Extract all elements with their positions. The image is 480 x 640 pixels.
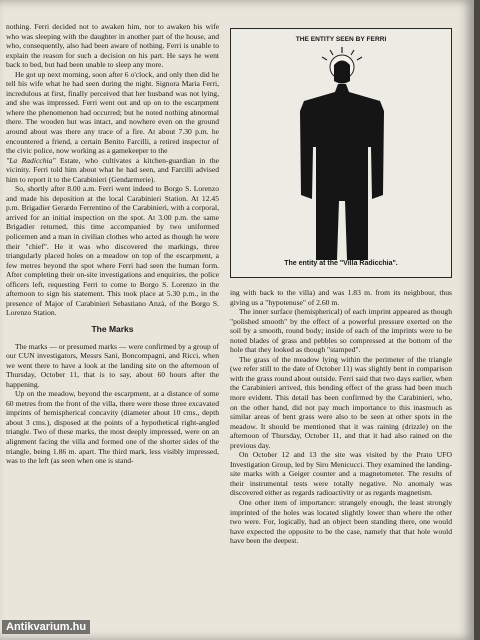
entity-head	[334, 61, 350, 84]
figure-title: THE ENTITY SEEN BY FERRI	[295, 36, 387, 43]
entity-figure	[230, 28, 452, 278]
paragraph: The grass of the meadow lying within the perimeter of the triangle (we refer still to the date of October 11) was slightly bent in comparison with the grass round about outside. Ferri said that two days earlier, when the Carabinieri arrived, this bending effect of the grass had been much more evident. This detail has been confirmed by the Carabinieri, who, on the other hand, did not pay much importance to this inasmuch as similar areas of bent grass were also to be seen at other spots in the meadow. It should be mentioned that it was raining (drizzle) on the afternoon of Thursday, October 11, and that it had also rained on the previous day.	[230, 354, 452, 450]
figure-caption: The entity at the "Villa Radicchia".	[284, 260, 398, 267]
paragraph: On October 12 and 13 the site was visited by the Prato UFO Investigation Group, led by Siro Menicucci. They examined the landing-site marks with a Geiger counter and a magnetometer. The results of their instrumental tests were totally negative. No anomaly was discovered either as regards radioactivity or as regards magnetism.	[230, 450, 452, 498]
paragraph: He got up next morning, soon after 6 o'clock, and only then did he tell his wife what he had seen during the night. Signora Maria Ferri, incredulous at first, finally perceived that her husband was not lying, and she was impressed. Ferri went out and up on to the escarpment where the phenomenon had occurred; but he noted nothing abnormal there. The wooden hut was intact, and nowhere even on the ground around about was there any trace of a fire. At about 7.30 p.m. he encountered a friend, a certain Benito Farcilli, a retired inspector of the civic police, now working as a gamekeeper to the	[6, 69, 219, 156]
paragraph: The inner surface (hemispherical) of each imprint appeared as though "polished smooth" by the effect of a powerful pressure exerted on the soil by a smooth, round body; inside of each of the imprints were to be noted blades of grass and pebbles so compressed at the bottom of the hole that they looked as though "stamped".	[230, 307, 452, 355]
right-text-column	[230, 288, 452, 546]
paragraph: ing with back to the villa) and was 1.83 m. from its neighbour, thus giving us a "hypotenuse" of 2.60 m.	[230, 288, 452, 307]
watermark: Antikvarium.hu	[2, 620, 90, 634]
paragraph-text: Estate, who cultivates a kitchen-guardian in the vicinity. Ferri told him about what he had seen, and Farcilli advised him to report it to the Carabinieri (Gendarmerie).	[6, 155, 220, 184]
entity-silhouette-illustration	[231, 29, 453, 279]
entity-body	[300, 84, 384, 260]
paragraph: The marks — or presumed marks — were confirmed by a group of our CUN investigators, Messrs Sani, Boncompagni, and Ricci, when we went there to have a look at the landing site on the afternoon of Thursday, October 11, that is to say, about 60 hours after the happening.	[6, 341, 219, 389]
section-heading: The Marks	[91, 323, 134, 334]
paragraph-continued	[6, 156, 219, 185]
estate-name: "La Radicchia"	[6, 155, 56, 165]
paragraph: One other item of importance: strangely enough, the least strongly imprinted of the holes was located slightly lower than where the other two were. For, logically, had an object been standing there, one would have expected the opposite to be the case, namely that that hole would have been the deepest.	[230, 498, 452, 546]
paragraph: Up on the meadow, beyond the escarpment, at a distance of some 60 metres from the front of the villa, there were those three excavated imprints of hemispherical concavity (diameter about 10 cms., depth about 3 cms.), disposed at the points of a hypothetical right-angled triangle. Two of these marks, the most deeply impressed, were on an alignment facing the villa and formed one of the shorter sides of the triangle, being 1.86 m. apart. The third mark, less visibly impressed, was to the left (as seen when one is stand-	[6, 389, 219, 466]
paragraph: nothing. Ferri decided not to awaken him, nor to awaken his wife who was sleeping with the daughter in another part of the house, and who, consequently, also had been aware of nothing. Ferri is unable to explain the reason for such a decision on his part. He says he went back to bed, but had been unable to sleep any more.	[6, 22, 219, 70]
left-text-column	[6, 22, 219, 466]
paragraph: So, shortly after 8.00 a.m. Ferri went indeed to Borgo S. Lorenzo and made his deposition at the local Carabinieri Station. At 12.45 p.m. Brigadier Gerardo Ferrentino of the Carabinieri, with a corporal, arrived for an initial inspection on the spot. At 3.00 p.m. the same Brigadier returned, this time accompanied by two uniformed policemen and a man in civilian clothes who acted as though he were their "chief". He it was who discovered the markings, three triangularly placed holes on a meadow on top of the escarpment, a few metres beyond the spot where Ferri had seen the human form. After completing their on-site investigations and enquiries, the police officers left, requesting Ferri to come to Borgo S. Lorenzo in the afternoon to sign his statement. This took place at 5.30 p.m., in the presence of Major of Carabinieri Sebastiano Anzà, of the Borgo S. Lorenzo Station.	[6, 184, 219, 318]
